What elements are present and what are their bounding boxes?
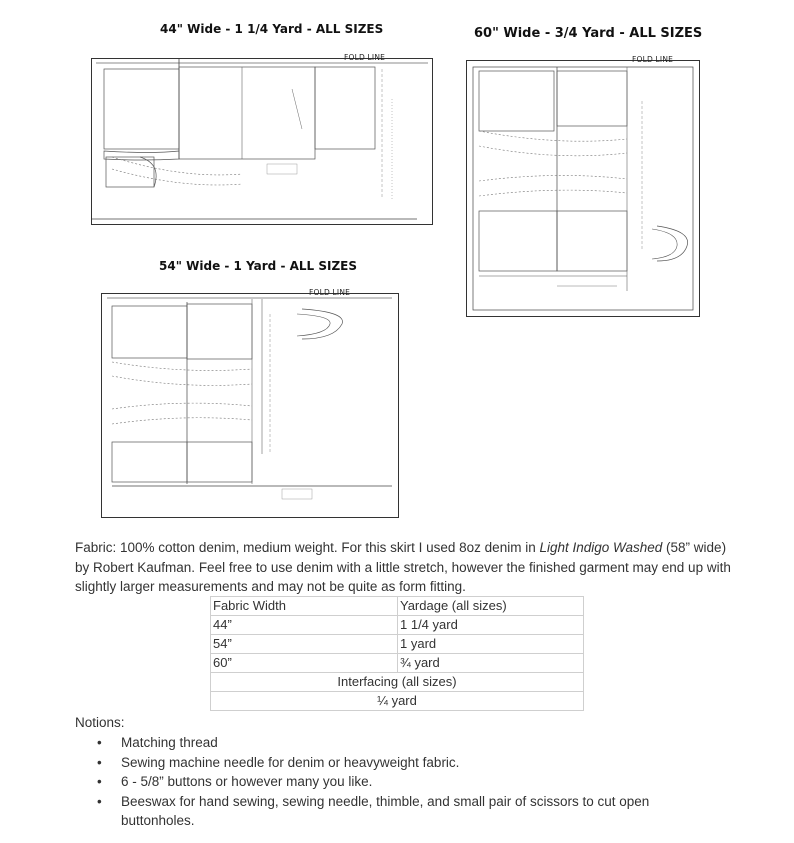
layout-54-title: 54" Wide - 1 Yard - ALL SIZES <box>159 259 358 273</box>
row-width: 60” <box>211 654 398 673</box>
layout-54-diagram <box>101 288 399 518</box>
row-yardage: 1 yard <box>398 635 584 654</box>
list-item: • Sewing machine needle for denim or heavyweight fabric. <box>75 753 715 773</box>
row-width: 54” <box>211 635 398 654</box>
list-item: • 6 - 5/8” buttons or however many you like. <box>75 772 715 792</box>
header-yardage: Yardage (all sizes) <box>398 597 584 616</box>
yardage-table <box>210 596 584 711</box>
table-header-row <box>211 597 584 616</box>
fabric-prefix: Fabric: 100% cotton denim, medium weight. For this skirt I used 8oz denim in <box>75 540 540 555</box>
row-width: 44” <box>211 616 398 635</box>
list-item: • Beeswax for hand sewing, sewing needle, thimble, and small pair of scissors to cut open buttonholes. <box>75 792 715 831</box>
table-row <box>211 635 584 654</box>
layout-44-pattern-pieces <box>92 59 432 224</box>
layout-44-diagram <box>91 53 433 225</box>
fabric-name: Light Indigo Washed <box>539 540 663 555</box>
row-yardage: ¾ yard <box>398 654 584 673</box>
interfacing-value-row <box>211 692 584 711</box>
interfacing-header-row <box>211 673 584 692</box>
list-item: • Matching thread <box>75 733 715 753</box>
layout-60-title: 60" Wide - 3/4 Yard - ALL SIZES <box>474 26 703 41</box>
notions-list <box>75 733 715 831</box>
layout-60-diagram <box>466 55 700 317</box>
header-fabric-width: Fabric Width <box>211 597 398 616</box>
layout-54-fold-label: FOLD LINE <box>309 288 351 297</box>
layout-44-fold-label: FOLD LINE <box>344 53 386 62</box>
table-row <box>211 654 584 673</box>
table-row <box>211 616 584 635</box>
layout-44-title: 44" Wide - 1 1/4 Yard - ALL SIZES <box>160 22 384 36</box>
layout-60-fold-label: FOLD LINE <box>632 55 674 64</box>
layout-60-pattern-pieces <box>467 61 699 316</box>
fabric-description <box>75 538 735 597</box>
layout-54-pattern-pieces <box>102 294 398 517</box>
interfacing-header: Interfacing (all sizes) <box>211 673 584 692</box>
fabric-suffix: (58” wide) by Robert Kaufman. Feel free to use denim with a little stretch, however the finished garment may end up with slightly larger measurements and may not be quite as form fitting. <box>75 540 731 594</box>
notions-heading: Notions: <box>75 715 125 730</box>
interfacing-value: ¼ yard <box>211 692 584 711</box>
row-yardage: 1 1/4 yard <box>398 616 584 635</box>
